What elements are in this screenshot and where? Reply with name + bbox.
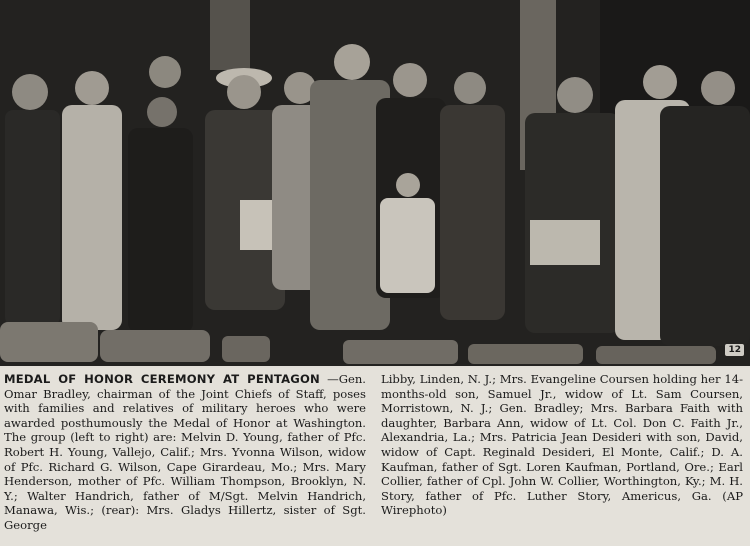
caption-headline: MEDAL OF HONOR CEREMONY AT PENTAGON	[4, 372, 320, 386]
caption-column-right	[381, 372, 743, 518]
caption-column-left	[4, 372, 366, 533]
photo-caption	[0, 368, 750, 546]
flag-left	[210, 0, 250, 70]
photo-credit-tag: 12	[725, 344, 744, 356]
caption-left-body: —Gen. Omar Bradley, chairman of the Joint Chiefs of Staff, poses with families and relatives of military heroes who were awarded posthumously the Medal of Honor at Washington. The group (left to right) are: Melvin D. Young, father of Pfc. Robert H. Young, Vallejo, Calif.; Mrs. Yvonna Wilson, widow of Pfc. Richard G. Wilson, Cape Girardeau, Mo.; Mrs. Mary Henderson, mother of Pfc. William Thompson, Brooklyn, N. Y.; Walter Handrich, father of M/Sgt. Melvin Handrich, Manawa, Wis.; (rear): Mrs. Gladys Hillertz, sister of Sgt. George	[4, 372, 366, 532]
caption-right-body: Libby, Linden, N. J.; Mrs. Evangeline Coursen holding her 14-months-old son, Samuel Jr., widow of Lt. Sam Coursen, Morristown, N. J.; Gen. Bradley; Mrs. Barbara Faith with daughter, Barbara Ann, widow of Lt. Col. Don C. Faith Jr., Alexandria, La.; Mrs. Patricia Jean Desideri with son, David, widow of Capt. Reginald Desideri, El Monte, Calif.; D. A. Kaufman, father of Sgt. Loren Kaufman, Portland, Ore.; Earl Collier, father of Cpl. John W. Collier, Worthington, Ky.; M. H. Story, father of Pfc. Luther Story, Americus, Ga. (AP Wirephoto)	[381, 372, 743, 518]
